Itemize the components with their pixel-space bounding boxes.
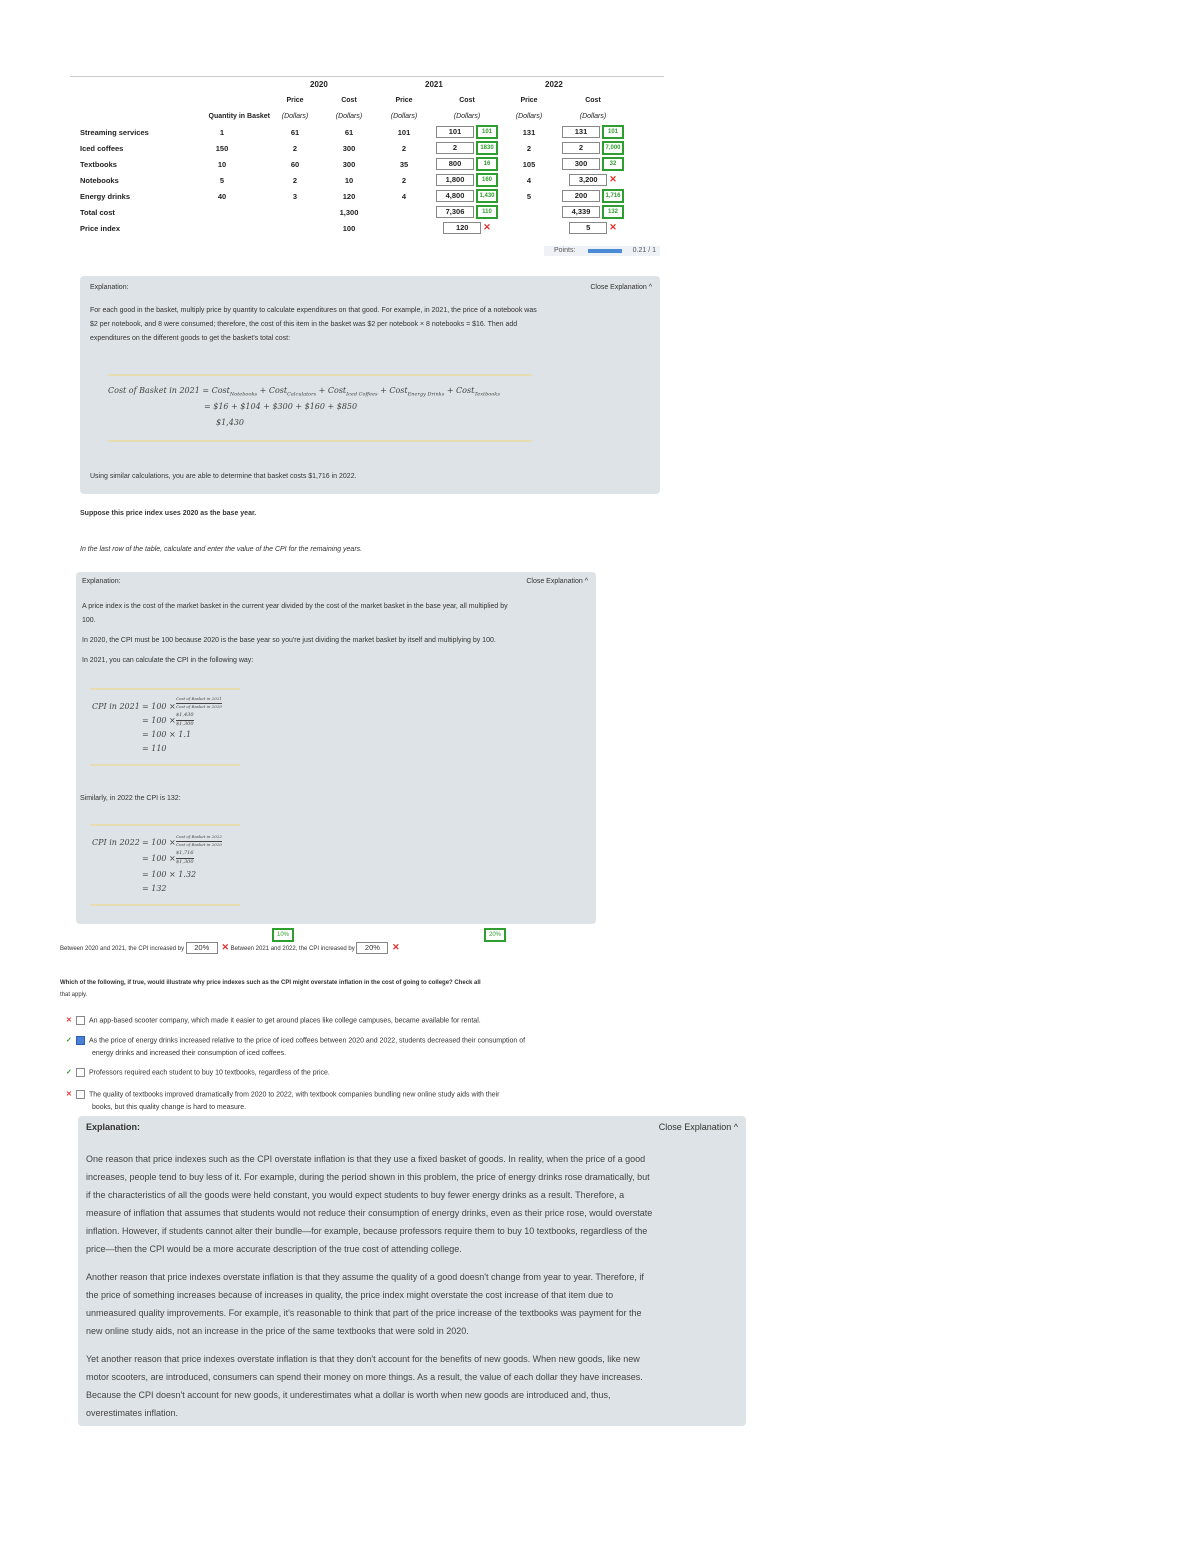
total-input[interactable]: 7,306 [436, 206, 474, 218]
explanation-line: overestimates inflation. [86, 1408, 179, 1418]
checkbox[interactable] [76, 1090, 85, 1099]
hdr-cost-2020: Cost [341, 96, 357, 104]
choice-label: Professors required each student to buy 10 textbooks, regardless of the price. [89, 1069, 330, 1077]
explanation-panel-2 [76, 572, 596, 924]
explanation-footer: Using similar calculations, you are able to determine that basket costs $1,716 in 2022. [90, 473, 357, 480]
cost-input[interactable]: 1,800 [436, 174, 474, 186]
hdr-cost-2021: Cost [459, 96, 475, 104]
math-num: Cost of Basket in 2022 [176, 834, 222, 839]
hdr-unit: (Dollars) [390, 112, 418, 120]
correct-answer: 132 [602, 205, 624, 219]
correct-answer: 32 [602, 157, 624, 171]
price-cell: 2 [292, 175, 298, 185]
base-year-text: Suppose this price index uses 2020 as the base year. [80, 510, 257, 517]
cost-input[interactable]: 300 [562, 158, 600, 170]
price-cell: 4 [401, 191, 407, 201]
row-label: Notebooks [80, 175, 119, 185]
inflation-input-1[interactable]: 20% [186, 942, 218, 954]
points-bar [544, 246, 660, 256]
hdr-price-2021: Price [395, 96, 413, 104]
wrong-mark-icon: ✕ [66, 1091, 72, 1099]
price-cell: 2 [401, 143, 407, 153]
cost-2021-cell [430, 188, 504, 204]
explanation-text: For each good in the basket, multiply price by quantity to calculate expenditures on that good. For example, in 2021, the price of a notebook was [90, 307, 537, 314]
row-label: Streaming services [80, 127, 149, 137]
math-divider [90, 824, 240, 826]
wrong-mark-icon: ✕ [609, 222, 617, 232]
cost-input[interactable]: 101 [436, 126, 474, 138]
correct-answer: 20% [484, 928, 506, 942]
wrong-mark-icon: ✕ [221, 942, 229, 952]
row-label: Textbooks [80, 159, 117, 169]
cost-input[interactable]: 2 [436, 142, 474, 154]
cost-cell: 1,300 [339, 207, 359, 217]
explanation-line: unmeasured quality improvements. For example, it's reasonable to think that part of the price increase of the textbooks was payment for the [86, 1308, 642, 1318]
table-row [80, 188, 632, 204]
price-cell: 131 [522, 127, 536, 137]
explanation-text: 100. [82, 617, 96, 624]
explanation-line: the price of something increases because of increases in quality, the price index might overstate the cost increase of that item due to [86, 1290, 614, 1300]
hdr-price-2020: Price [286, 96, 304, 104]
hdr-unit: (Dollars) [281, 112, 309, 120]
index-2021-cell [430, 220, 504, 236]
wrong-mark-icon: ✕ [66, 1017, 72, 1025]
cost-2022-cell [554, 124, 632, 140]
cost-cell: 300 [342, 143, 356, 153]
inflation-input-2[interactable]: 20% [356, 942, 388, 954]
index-input[interactable]: 120 [443, 222, 481, 234]
row-label: Energy drinks [80, 191, 131, 201]
math-den: $1,300 [176, 721, 194, 727]
explanation-panel-1 [80, 276, 660, 494]
choice-label: The quality of textbooks improved dramatically from 2020 to 2022, with textbook companies bundling new online study aids with their [89, 1091, 500, 1099]
math-eq: = 132 [142, 884, 167, 893]
points-score: 0.21 / 1 [632, 247, 656, 254]
qty-cell: 10 [217, 159, 227, 169]
hdr-price-2022: Price [520, 96, 538, 104]
explanation-line: price—then the CPI would be a more accurate description of the true cost of attending college. [86, 1244, 462, 1254]
close-explanation-button[interactable]: Close Explanation ^ [526, 578, 588, 585]
instruction-text: In the last row of the table, calculate and enter the value of the CPI for the remaining years. [80, 546, 363, 553]
choice-1-cont: energy drinks and increased their consumption of iced coffees. [92, 1050, 287, 1057]
cost-cell: 300 [342, 159, 356, 169]
correct-answer: 101 [476, 125, 498, 139]
year-2021: 2021 [425, 80, 443, 89]
cost-2022-cell [554, 172, 632, 188]
math-divider [90, 764, 240, 766]
inflation-text-2: Between 2021 and 2022, the CPI increased by [230, 946, 355, 952]
math-eq: = 100 × 1.32 [142, 870, 197, 879]
checkbox[interactable] [76, 1036, 85, 1045]
cost-2021-cell [430, 172, 504, 188]
qty-cell: 40 [217, 191, 227, 201]
index-input[interactable]: 5 [569, 222, 607, 234]
check-mark-icon: ✓ [66, 1069, 72, 1077]
points-progress [588, 249, 622, 253]
math-num: $1,430 [176, 712, 194, 718]
math-divider [108, 440, 532, 442]
explanation-panel-3 [78, 1116, 746, 1426]
correct-answer: 1830 [476, 141, 498, 155]
cost-2022-cell [554, 140, 632, 156]
cost-2021-cell [430, 124, 504, 140]
choice-label: As the price of energy drinks increased relative to the price of iced coffees between 2020 and 2022, students decreased their consumption of [89, 1037, 526, 1045]
cost-cell: 10 [344, 175, 354, 185]
math-divider [90, 688, 240, 690]
table-row [80, 140, 632, 156]
close-explanation-button[interactable]: Close Explanation ^ [590, 284, 652, 291]
cost-input[interactable]: 200 [562, 190, 600, 202]
math-line-3: $1,430 [216, 418, 244, 427]
explanation-title: Explanation: [86, 1122, 141, 1132]
cost-input[interactable]: 3,200 [569, 174, 607, 186]
wrong-mark-icon: ✕ [609, 174, 617, 184]
correct-answer: 16 [476, 157, 498, 171]
explanation-line: Another reason that price indexes overstate inflation is that they assume the quality of a good doesn't change from year to year. Therefore, if [86, 1272, 644, 1282]
year-2022: 2022 [545, 80, 563, 89]
question-text: Which of the following, if true, would illustrate why price indexes such as the CPI might overstate inflation in the cost of going to college? Check all [60, 980, 481, 986]
choice-3-cont: books, but this quality change is hard to measure. [92, 1104, 247, 1111]
table-row [80, 124, 632, 140]
price-cell: 2 [401, 175, 407, 185]
cost-2021-cell [430, 156, 504, 172]
cost-input[interactable]: 800 [436, 158, 474, 170]
choice-label: An app-based scooter company, which made it easier to get around places like college campuses, became available for rental. [89, 1017, 481, 1025]
explanation-line: increases, people tend to buy less of it. For example, during the period shown in this problem, the price of energy drinks rose dramatically, but [86, 1172, 650, 1182]
math-divider [90, 904, 240, 906]
total-2021-cell [430, 204, 504, 220]
explanation-line: One reason that price indexes such as the CPI overstate inflation is that they use a fixed basket of goods. In reality, when the price of a good [86, 1154, 646, 1164]
explanation-text: $2 per notebook, and 8 were consumed; therefore, the cost of this item in the basket was $2 per notebook × 8 notebooks = $16. Then add [90, 321, 518, 328]
price-cell: 60 [290, 159, 300, 169]
qty-cell: 150 [215, 143, 229, 153]
choice-3[interactable] [66, 1090, 500, 1099]
explanation-line: new online study aids, not an increase in the price of the same textbooks that were sold in 2020. [86, 1326, 469, 1336]
math-den: $1,300 [176, 859, 194, 865]
index-row [80, 220, 632, 236]
row-label: Iced coffees [80, 143, 124, 153]
math-eq: = 100 × [142, 702, 176, 711]
cpi-2022-label: CPI in 2022 [92, 838, 140, 847]
correct-answer: 1,430 [476, 189, 498, 203]
index-2022-cell [554, 220, 632, 236]
hdr-cost-2022: Cost [585, 96, 601, 104]
math-eq: = 100 × [142, 854, 176, 863]
cost-2022-cell [554, 188, 632, 204]
math-line-2: = $16 + $104 + $300 + $160 + $850 [204, 402, 358, 411]
math-line-1: Cost of Basket in 2021 = Cost$_{Notebooks}$ + Cost$_{Calculators}$ + Cost$_{Iced Coffees}$ + Cost$_{Energy Drinks}$ + Cost$_{Textbooks}$ [108, 386, 500, 398]
price-cell: 5 [526, 191, 532, 201]
correct-answer: 110 [476, 205, 498, 219]
math-divider [108, 374, 532, 376]
total-input[interactable]: 4,339 [562, 206, 600, 218]
math-den: Cost of Basket in 2020 [176, 842, 222, 847]
header-row-1 [80, 92, 632, 108]
wrong-mark-icon: ✕ [483, 222, 491, 232]
correct-answer: 7,000 [602, 141, 624, 155]
correct-answer: 101 [602, 125, 624, 139]
math-eq: = 100 × 1.1 [142, 730, 192, 739]
qty-cell: 5 [219, 175, 225, 185]
cost-input[interactable]: 2 [562, 142, 600, 154]
hdr-unit: (Dollars) [515, 112, 543, 120]
choice-1[interactable] [66, 1036, 525, 1045]
correct-answer: 10% [272, 928, 294, 942]
header-row-2 [80, 108, 632, 124]
explanation-line: inflation. However, if students cannot alter their bundle—for example, because professors require them to buy 10 textbooks, regardless of the [86, 1226, 648, 1236]
explanation-text: A price index is the cost of the market basket in the current year divided by the cost of the market basket in the base year, all multiplied by [82, 603, 508, 610]
cpi-table [80, 92, 632, 236]
qty-cell: 1 [219, 127, 225, 137]
table-row [80, 156, 632, 172]
hdr-unit: (Dollars) [579, 112, 607, 120]
hdr-unit: (Dollars) [453, 112, 481, 120]
price-cell: 35 [399, 159, 409, 169]
points-label: Points: [554, 247, 576, 254]
price-cell: 4 [526, 175, 532, 185]
wrong-mark-icon: ✕ [392, 942, 400, 952]
cost-cell: 61 [344, 127, 354, 137]
cost-cell: 100 [342, 223, 356, 233]
explanation-line: motor scooters, are introduced, consumers can spend their money on more things. As a result, the value of each dollar they have increases. [86, 1372, 643, 1382]
math-num: $1,716 [176, 850, 194, 856]
top-divider [70, 76, 664, 77]
table-row [80, 172, 632, 188]
math-den: Cost of Basket in 2020 [176, 704, 222, 709]
choice-0[interactable] [66, 1016, 481, 1025]
explanation-text: In 2020, the CPI must be 100 because 2020 is the base year so you're just dividing the market basket by itself and multiplying by 100. [82, 637, 496, 644]
explanation-text: expenditures on the different goods to get the basket's total cost: [90, 335, 291, 342]
hdr-unit: (Dollars) [335, 112, 363, 120]
inflation-sentence [60, 942, 400, 954]
cost-input[interactable]: 131 [562, 126, 600, 138]
price-cell: 3 [292, 191, 298, 201]
math-num: Cost of Basket in 2021 [176, 696, 222, 701]
explanation-text: In 2021, you can calculate the CPI in the following way: [82, 657, 254, 664]
cost-2022-cell [554, 156, 632, 172]
explanation-line: if the characteristics of all the goods were held constant, you would expect students to buy fewer energy drinks as a result. Therefore, a [86, 1190, 625, 1200]
year-2020: 2020 [310, 80, 328, 89]
price-cell: 105 [522, 159, 536, 169]
explanation-line: measure of inflation that assumes that students would not reduce their consumption of energy drinks, even as their price rose, would overstate [86, 1208, 653, 1218]
row-label: Price index [80, 223, 121, 233]
choice-2[interactable] [66, 1068, 330, 1077]
cost-2021-cell [430, 140, 504, 156]
price-cell: 2 [526, 143, 532, 153]
question-text-2: that apply. [60, 992, 88, 998]
total-row [80, 204, 632, 220]
cost-cell: 120 [342, 191, 356, 201]
cost-input[interactable]: 4,800 [436, 190, 474, 202]
cpi-2021-label: CPI in 2021 [92, 702, 140, 711]
math-eq: = 100 × [142, 838, 176, 847]
check-mark-icon: ✓ [66, 1037, 72, 1045]
checkbox[interactable] [76, 1016, 85, 1025]
math-eq: = 100 × [142, 716, 176, 725]
price-cell: 101 [397, 127, 411, 137]
math-eq: = 110 [142, 744, 167, 753]
explanation-title: Explanation: [82, 578, 121, 585]
total-2022-cell [554, 204, 632, 220]
explanation-line: Yet another reason that price indexes overstate inflation is that they don't account for the benefits of new goods. When new goods, like new [86, 1354, 640, 1364]
inflation-text-1: Between 2020 and 2021, the CPI increased by [60, 946, 185, 952]
hdr-quantity: Quantity in Basket [208, 112, 270, 120]
correct-answer: 160 [476, 173, 498, 187]
explanation-text: Similarly, in 2022 the CPI is 132: [80, 795, 181, 802]
close-explanation-button[interactable]: Close Explanation ^ [658, 1122, 738, 1132]
price-cell: 2 [292, 143, 298, 153]
checkbox[interactable] [76, 1068, 85, 1077]
explanation-line: Because the CPI doesn't account for new goods, it underestimates what a dollar is worth when new goods are introduced and, thus, [86, 1390, 611, 1400]
correct-answer: 1,716 [602, 189, 624, 203]
price-cell: 61 [290, 127, 300, 137]
row-label: Total cost [80, 207, 115, 217]
explanation-title: Explanation: [90, 284, 129, 291]
